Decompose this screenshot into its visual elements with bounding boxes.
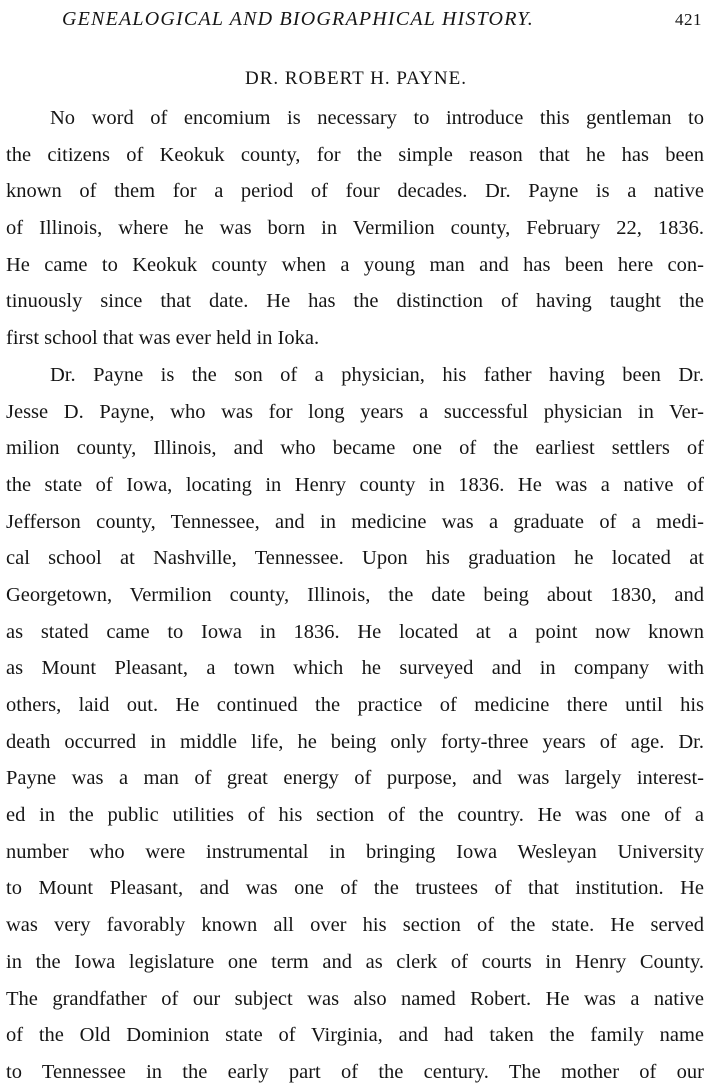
page-number: 421 bbox=[675, 10, 702, 29]
text-line: was very favorably known all over his section of the state. He served bbox=[6, 914, 704, 937]
text-line: Dr. Payne is the son of a physician, his father having been Dr. bbox=[50, 363, 704, 386]
text-line: ed in the public utilities of his section of the country. He was one of a bbox=[6, 804, 704, 827]
text-line: as stated came to Iowa in 1836. He located at a point now known bbox=[6, 620, 704, 643]
text-line: as Mount Pleasant, a town which he surveyed and in company with bbox=[6, 657, 704, 680]
text-line: Payne was a man of great energy of purpose, and was largely interest- bbox=[6, 767, 704, 790]
text-line: Jefferson county, Tennessee, and in medicine was a graduate of a medi- bbox=[6, 510, 704, 533]
text-line: the citizens of Keokuk county, for the simple reason that he has been bbox=[6, 143, 704, 166]
text-line: number who were instrumental in bringing Iowa Wesleyan University bbox=[6, 840, 704, 863]
text-line: milion county, Illinois, and who became one of the earliest settlers of bbox=[6, 437, 704, 460]
text-line: to Tennessee in the early part of the century. The mother of our bbox=[6, 1060, 704, 1083]
text-line: cal school at Nashville, Tennessee. Upon his graduation he located at bbox=[6, 547, 704, 570]
text-line: the state of Iowa, locating in Henry county in 1836. He was a native of bbox=[6, 473, 704, 496]
text-line: known of them for a period of four decades. Dr. Payne is a native bbox=[6, 180, 704, 203]
running-title: GENEALOGICAL AND BIOGRAPHICAL HISTORY. bbox=[62, 8, 534, 30]
text-line: death occurred in middle life, he being only forty-three years of age. Dr. bbox=[6, 730, 704, 753]
text-line: Jesse D. Payne, who was for long years a successful physician in Ver- bbox=[6, 400, 704, 423]
text-line: of the Old Dominion state of Virginia, and had taken the family name bbox=[6, 1024, 704, 1047]
text-line: others, laid out. He continued the practice of medicine there until his bbox=[6, 694, 704, 716]
text-line: The grandfather of our subject was also named Robert. He was a native bbox=[6, 987, 704, 1010]
text-line: first school that was ever held in Ioka. bbox=[6, 327, 320, 350]
text-line: tinuously since that date. He has the distinction of having taught the bbox=[6, 290, 704, 313]
text-line: No word of encomium is necessary to introduce this gentleman to bbox=[50, 107, 704, 129]
running-header bbox=[0, 8, 712, 32]
text-line: Georgetown, Vermilion county, Illinois, the date being about 1830, and bbox=[6, 583, 704, 606]
text-line: to Mount Pleasant, and was one of the trustees of that institution. He bbox=[6, 877, 704, 900]
text-line: in the Iowa legislature one term and as clerk of courts in Henry County. bbox=[6, 950, 704, 973]
biography-body bbox=[6, 100, 704, 1091]
text-line: He came to Keokuk county when a young man and has been here con- bbox=[6, 253, 704, 276]
article-title: DR. ROBERT H. PAYNE. bbox=[245, 68, 467, 89]
text-line: of Illinois, where he was born in Vermilion county, February 22, 1836. bbox=[6, 217, 704, 240]
